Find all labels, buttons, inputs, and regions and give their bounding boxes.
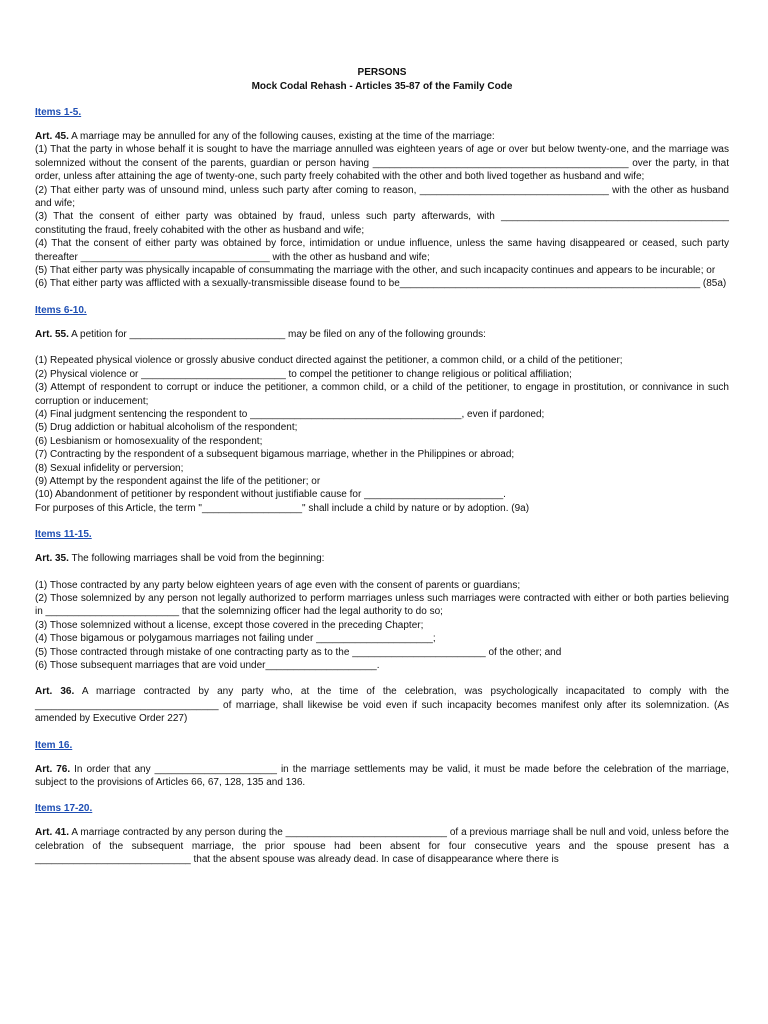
article-clause: (3) Those solemnized without a license, except those covered in the preceding Chapter; bbox=[35, 619, 424, 631]
article-intro bbox=[35, 328, 729, 341]
article-35 bbox=[35, 552, 729, 672]
article-heading: Art. 76. bbox=[35, 763, 71, 775]
spacer bbox=[35, 341, 729, 354]
article-clause: (2) Those solemnized by any person not legally authorized to perform marriages unless such marriages were contracted with either or both parties believing in ________________________ that the solemnizing officer had the legal authority to do so; bbox=[35, 592, 729, 618]
article-clause: (1) Those contracted by any party below eighteen years of age even with the consent of parents or guardians; bbox=[35, 579, 521, 591]
article-intro bbox=[35, 685, 729, 725]
article-clause: (5) Drug addiction or habitual alcoholism of the respondent; bbox=[35, 422, 298, 434]
article-clause: For purposes of this Article, the term "__________________" shall include a child by nature or by adoption. (9a) bbox=[35, 502, 530, 514]
article-clause: (2) That either party was of unsound mind, unless such party after coming to reason, __________________________________ with the other as husband and wife; bbox=[35, 184, 729, 210]
article-clause: (10) Abandonment of petitioner by respondent without justifiable cause for _________________________. bbox=[35, 489, 506, 501]
section-link-items-17-20[interactable]: Items 17-20. bbox=[35, 803, 93, 815]
article-clause: (5) That either party was physically incapable of consummating the marriage with the other, and such incapacity continues and appears to be incurable; or bbox=[35, 265, 716, 277]
section-link-items-1-5[interactable]: Items 1-5. bbox=[35, 107, 82, 118]
article-41 bbox=[35, 826, 729, 866]
article-clause: (4) Final judgment sentencing the respondent to ______________________________________, even if pardoned; bbox=[35, 408, 545, 420]
section-link-items-11-15[interactable]: Items 11-15. bbox=[35, 529, 92, 541]
article-heading: Art. 45. bbox=[35, 131, 69, 142]
article-heading: Art. 36. bbox=[35, 686, 75, 698]
article-intro bbox=[35, 763, 729, 790]
article-clause: (6) Lesbianism or homosexuality of the respondent; bbox=[35, 435, 263, 447]
article-heading: Art. 41. bbox=[35, 827, 70, 839]
article-36 bbox=[35, 685, 729, 725]
article-clause: (3) Attempt of respondent to corrupt or induce the petitioner, a common child, or a child of the petitioner, to engage in prostitution, or connivance in such corruption or inducement; bbox=[35, 382, 729, 407]
article-clause: (5) Those contracted through mistake of one contracting party as to the ________________________ of the other; and bbox=[35, 646, 562, 658]
article-text: A marriage contracted by any party who, at the time of the celebration, was psychologically incapacitated to comply with the _________________________________ of marriage, shall likewise be void even if such incapacity becomes manifest only after its solemnization. (As amended by Executive Order 227) bbox=[35, 686, 729, 725]
article-clause: (8) Sexual infidelity or perversion; bbox=[35, 462, 184, 474]
article-clause: (6) Those subsequent marriages that are void under____________________. bbox=[35, 660, 380, 671]
article-text: A petition for ____________________________ may be filed on any of the following grounds: bbox=[71, 328, 486, 340]
article-clause: (7) Contracting by the respondent of a subsequent bigamous marriage, whether in the Philippines or abroad; bbox=[35, 449, 515, 461]
article-clause: (1) Repeated physical violence or grossly abusive conduct directed against the petitioner, a common child, or a child of the petitioner; bbox=[35, 355, 623, 367]
article-clause: (6) That either party was afflicted with a sexually-transmissible disease found to be______________________________________________________ (85a) bbox=[35, 278, 727, 290]
article-76 bbox=[35, 763, 729, 790]
document-title: PERSONS bbox=[357, 67, 407, 78]
article-clause: (2) Physical violence or __________________________ to compel the petitioner to change religious or political affiliation; bbox=[35, 368, 572, 380]
article-clause: (9) Attempt by the respondent against the life of the petitioner; or bbox=[35, 475, 321, 487]
article-heading: Art. 35. bbox=[35, 553, 69, 565]
article-text: A marriage may be annulled for any of the following causes, existing at the time of the marriage: bbox=[71, 131, 495, 142]
article-heading: Art. 55. bbox=[35, 328, 69, 340]
article-intro bbox=[35, 130, 729, 143]
article-text: In order that any ______________________ in the marriage settlements may be valid, it must be made before the celebration of the marriage, subject to the provisions of Articles 66, 67, 128, 135 and 136. bbox=[35, 763, 729, 789]
article-clause: (3) That the consent of either party was obtained by fraud, unless such party afterwards, with _________________________________________ constituting the fraud, freely cohabited with the other as husband and wife; bbox=[35, 211, 729, 236]
article-clause: (4) Those bigamous or polygamous marriages not failing under _____________________; bbox=[35, 633, 436, 645]
article-clause: (1) That the party in whose behalf it is sought to have the marriage annulled was eighteen years of age or over but below twenty-one, and the marriage was solemnized without the consent of the parents, guardian or person having ______________________________________________ over the party, in that order, unless after attaining the age of twenty-one, such party freely cohabited with the other and both lived together as husband and wife; bbox=[35, 144, 729, 183]
spacer bbox=[35, 566, 729, 579]
article-55 bbox=[35, 328, 729, 515]
section-link-items-6-10[interactable]: Items 6-10. bbox=[35, 304, 87, 316]
document-page bbox=[35, 66, 729, 880]
article-text: The following marriages shall be void from the beginning: bbox=[71, 553, 325, 565]
article-intro bbox=[35, 552, 729, 565]
article-45 bbox=[35, 130, 729, 291]
article-intro bbox=[35, 826, 729, 866]
document-subtitle: Mock Codal Rehash - Articles 35-87 of the Family Code bbox=[251, 81, 513, 92]
article-clause: (4) That the consent of either party was obtained by force, intimidation or undue influence, unless the same having disappeared or ceased, such party thereafter __________________________________ with the other as husband and wife; bbox=[35, 238, 729, 263]
article-text: A marriage contracted by any person during the _____________________________ of a previous marriage shall be null and void, unless before the celebration of the subsequent marriage, the prior spouse had been absent for four consecutive years and the spouse present has a ____________________________ that the absent spouse was already dead. In case of disappearance where there is bbox=[35, 827, 729, 866]
section-link-item-16[interactable]: Item 16. bbox=[35, 739, 73, 751]
